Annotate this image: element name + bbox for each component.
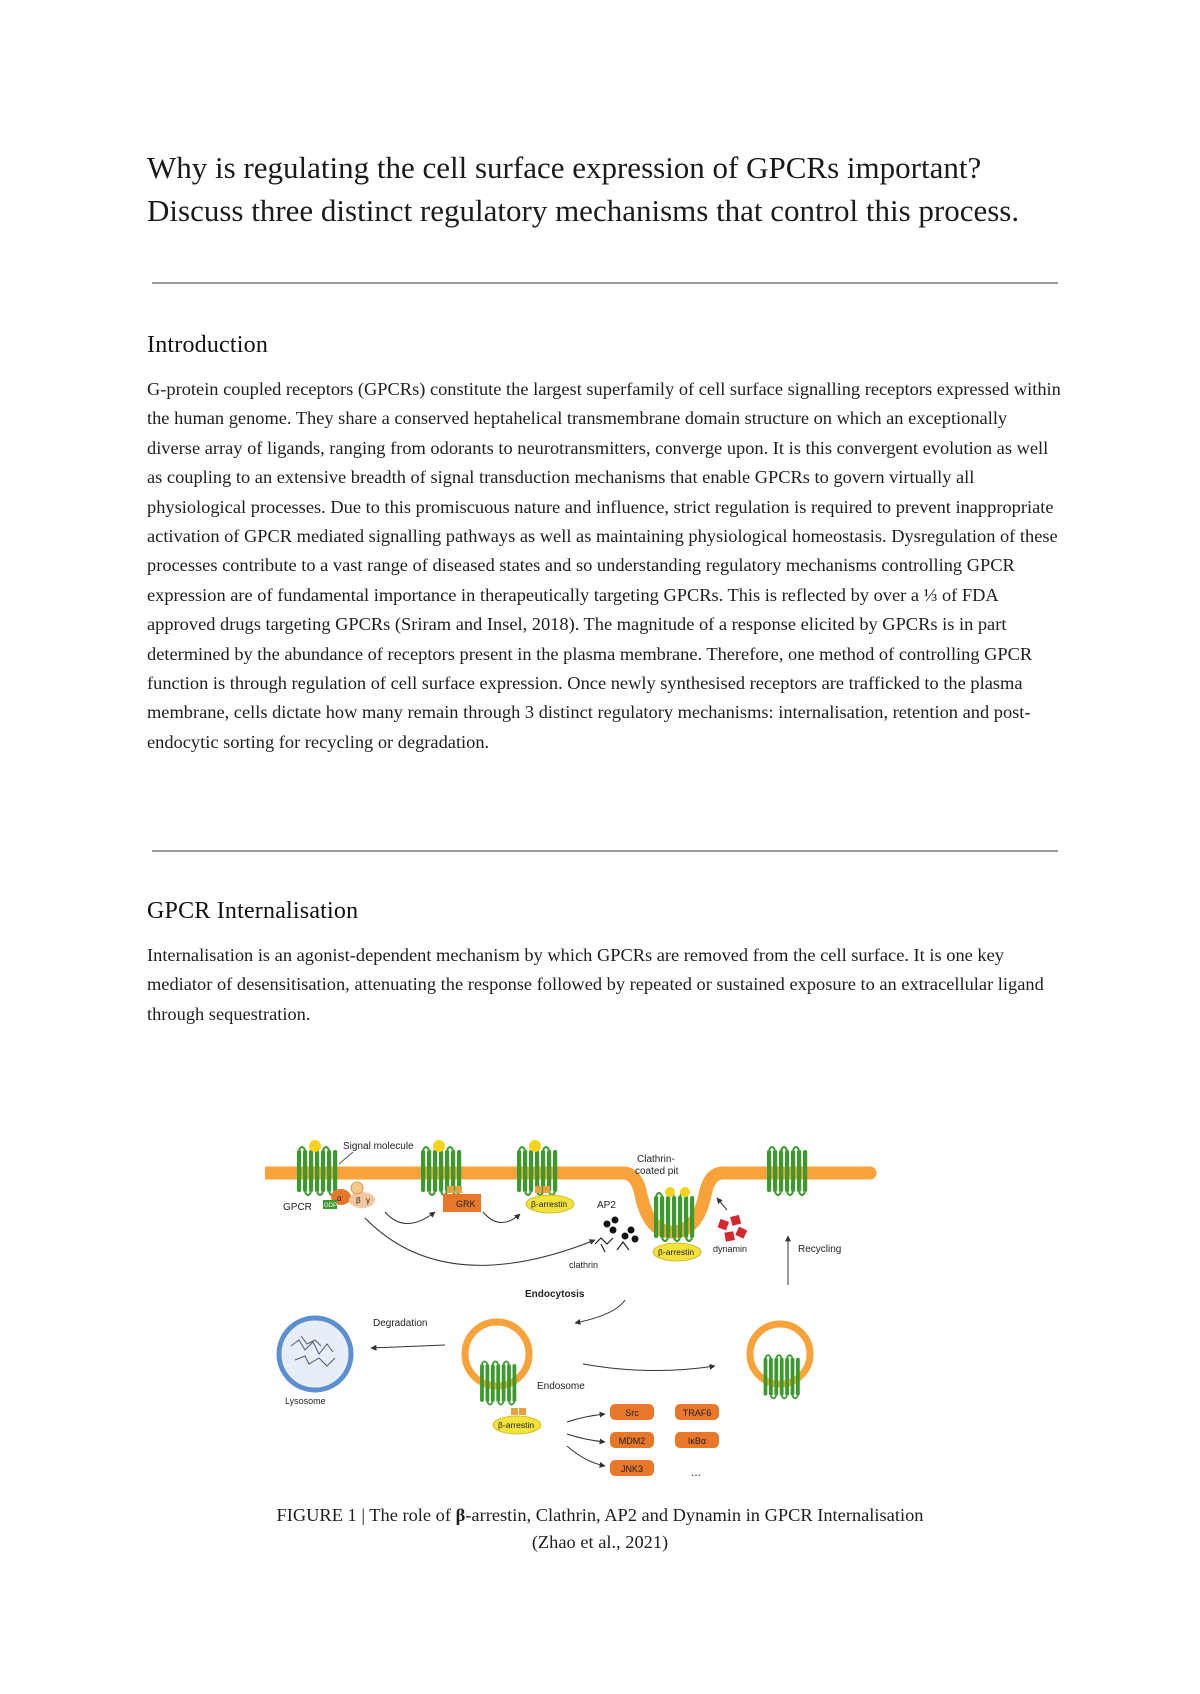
svg-text:β-arrestin: β-arrestin [531,1199,568,1209]
effector-label-2: MDM2 [618,1436,646,1446]
internalisation-heading: GPCR Internalisation [147,898,359,924]
degradation-label: Degradation [373,1318,428,1329]
gpcr-receptor-1 [297,1147,337,1195]
signal-molecule-label: Signal molecule [343,1141,414,1152]
gpcr-receptor-recycled [767,1147,807,1195]
svg-text:β-arrestin: β-arrestin [658,1247,695,1257]
clathrin-triskelion [595,1238,629,1252]
svg-text:γ: γ [366,1196,370,1205]
gpcr-internalisation-figure [265,1140,945,1500]
effector-ellipsis: ... [691,1465,702,1479]
dynamin-label: dynamin [713,1244,748,1254]
document-title: Why is regulating the cell surface expression of GPCRs important? Discuss three distinct regulatory mechanisms that control this process. [147,150,1020,228]
gpcr-label: GPCR [283,1202,312,1213]
gpcr-receptor-endosome [480,1361,516,1404]
horizontal-rule-1 [152,282,1058,284]
grk-label: GRK [456,1199,476,1209]
g-beta-gamma-subunit [349,1192,375,1208]
svg-text:β: β [356,1196,361,1205]
ligand-2 [433,1140,445,1152]
introduction-heading: Introduction [147,332,269,358]
internalisation-paragraph: Internalisation is an agonist-dependent mechanism by which GPCRs are removed from the cell surface. It is one key mediator of desensitisation, attenuating the response followed by repeated or sustained exposure to an extracellular ligand through sequestration. [147,945,1044,1024]
caption-rest: -arrestin, Clathrin, AP2 and Dynamin in GPCR Internalisation [465,1505,924,1525]
effector-label-0: Src [625,1408,639,1418]
ap2-complex [604,1217,639,1243]
caption-beta: β [455,1505,466,1525]
lysosome-label: Lysosome [285,1396,326,1406]
ligand-3 [529,1140,541,1152]
effector-label-4: JNK3 [620,1464,644,1474]
recycling-label: Recycling [798,1244,842,1255]
svg-text:α: α [337,1194,342,1203]
figure-caption [150,1502,1050,1556]
introduction-paragraph: G-protein coupled receptors (GPCRs) constitute the largest superfamily of cell surface signalling receptors expressed within the human genome. They share a conserved heptahelical transmembrane domain structure on which an exceptionally diverse array of ligands, ranging from odorants to neurotransmitters, converge upon. It is this convergent evolution as well as coupling to an extensive breadth of signal transduction mechanisms that enable GPCRs to govern virtually all physiological processes. Due to this promiscuous nature and influence, strict regulation is required to prevent inappropriate activation of GPCR mediated signalling pathways as well as maintaining physiological homeostasis. Dysregulation of these processes contribute to a vast range of diseased states and so understanding regulatory mechanisms controlling GPCR expression are of fundamental importance in therapeutically targeting GPCRs. This is reflected by over a ⅓ of FDA approved drugs targeting GPCRs (Sriram and Insel, 2018). The magnitude of a response elicited by GPCRs is in part determined by the abundance of receptors present in the plasma membrane. Therefore, one method of controlling GPCR function is through regulation of cell surface expression. Once newly synthesised receptors are trafficked to the plasma membrane, cells dictate how many remain through 3 distinct regulatory mechanisms: internalisation, retention and post-endocytic sorting for recycling or degradation. [147,379,1061,752]
horizontal-rule-2 [152,850,1058,852]
endocytosis-label: Endocytosis [525,1289,585,1300]
endosome-label: Endosome [537,1381,585,1392]
svg-text:GDP: GDP [324,1203,338,1209]
gpcr-receptor-vesicle [764,1355,800,1398]
dynamin-cluster [718,1215,748,1242]
effector-label-1: TRAF6 [682,1408,712,1418]
clathrin-pit-label-2: coated pit [635,1166,679,1177]
ligand-1 [309,1140,321,1152]
ap2-label: AP2 [597,1200,616,1211]
lysosome [279,1318,351,1390]
effector-label-3: IκBα [687,1436,707,1446]
gpcr-receptor-pit [654,1193,694,1241]
effector-boxes [610,1404,719,1476]
caption-prefix: FIGURE 1 | The role of [276,1505,456,1525]
svg-text:β-arrestin: β-arrestin [498,1420,535,1430]
caption-citation: (Zhao et al., 2021) [531,1532,669,1552]
clathrin-label: clathrin [569,1260,599,1270]
clathrin-pit-label-1: Clathrin- [637,1154,675,1165]
